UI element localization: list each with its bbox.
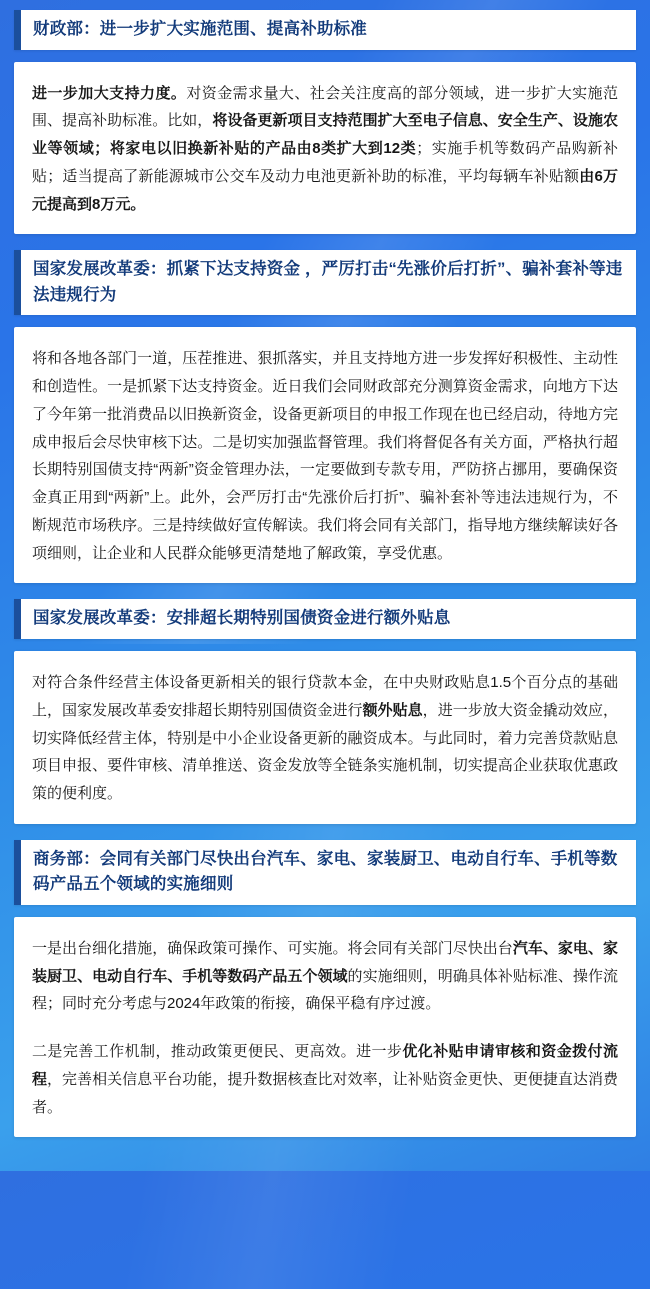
section-card — [14, 917, 636, 1138]
body-text: 将和各地各部门一道，压茬推进、狠抓落实，并且支持地方进一步发挥好积极性、主动性和创造性。一是抓紧下达支持资金。近日我们会同财政部充分测算资金需求，向地方下达了今年第一批消费品以旧换新资金，设备更新项目的申报工作现在也已经启动，待地方完成申报后会尽快审核下达。二是切实加强监督管理。我们将督促各有关方面，严格执行超长期特别国债支持“两新”资金管理办法，一定要做到专款专用，严防挤占挪用，要确保资金真正用到“两新”上。此外，会严厉打击“先涨价后打折”、骗补套补等违法违规行为，不断规范市场秩序。三是持续做好宣传解读。我们将会同有关部门，指导地方继续解读好各项细则，让企业和人民群众能够更清楚地了解政策，享受优惠。 — [32, 350, 618, 562]
emphasis-text: 将设备更新项目支持范围扩大至电子信息、安全生产、设施农业等领域；将家电以旧换新补贴的产品由8类扩大到12类 — [32, 112, 618, 158]
body-text: 二是完善工作机制，推动政策更便民、更高效。进一步 — [32, 1043, 403, 1061]
body-text: ，完善相关信息平台功能，提升数据核查比对效率，让补贴资金更快、更便捷直达消费者。 — [32, 1070, 618, 1116]
body-text: 的实施细则，明确具体补贴标准、操作流程；同时充分考虑与2024年政策的衔接，确保平稳有序过渡。 — [32, 967, 618, 1013]
section-card — [14, 651, 636, 824]
policy-section — [14, 10, 636, 234]
policy-section — [14, 599, 636, 823]
policy-section — [14, 250, 636, 583]
section-card — [14, 327, 636, 583]
section-paragraph — [32, 1038, 618, 1121]
emphasis-text: 优化补贴申请审核和资金拨付流程 — [32, 1043, 618, 1088]
body-text: ；实施手机等数码产品购新补贴；适当提高了新能源城市公交车及动力电池更新补助的标准，平均每辆车补贴额 — [32, 140, 618, 185]
section-headline: 国家发展改革委：抓紧下达支持资金 ，严厉打击“先涨价后打折”、骗补套补等违法违规行为 — [14, 250, 636, 315]
section-paragraph — [32, 80, 618, 219]
emphasis-text: 进一步加大支持力度。 — [32, 84, 187, 102]
section-paragraph — [32, 669, 618, 808]
body-text: 对符合条件经营主体设备更新相关的银行贷款本金，在中央财政贴息1.5个百分点的基础上，国家发展改革委安排超长期特别国债资金进行 — [32, 674, 618, 719]
policy-article-body — [14, 10, 636, 1137]
body-text: ，进一步放大资金撬动效应，切实降低经营主体，特别是中小企业设备更新的融资成本。与此同时，着力完善贷款贴息项目申报、要件审核、清单推送、资金发放等全链条实施机制，切实提高企业获取优惠政策的便利度。 — [32, 701, 618, 802]
section-headline: 国家发展改革委：安排超长期特别国债资金进行额外贴息 — [14, 599, 636, 639]
section-headline: 商务部：会同有关部门尽快出台汽车、家电、家装厨卫、电动自行车、手机等数码产品五个领域的实施细则 — [14, 840, 636, 905]
section-paragraph — [32, 935, 618, 1018]
emphasis-text: 由6万元提高到8万元。 — [32, 167, 618, 213]
section-paragraph — [32, 345, 618, 567]
emphasis-text: 额外贴息 — [362, 701, 423, 719]
emphasis-text: 汽车、家电、家装厨卫、电动自行车、手机等数码产品五个领域 — [32, 939, 618, 985]
policy-section — [14, 840, 636, 1138]
section-headline: 财政部：进一步扩大实施范围、提高补助标准 — [14, 10, 636, 50]
section-card — [14, 62, 636, 235]
body-text: 对资金需求量大、社会关注度高的部分领域，进一步扩大实施范围、提高补助标准。比如， — [32, 84, 618, 130]
body-text: 一是出台细化措施，确保政策可操作、可实施。将会同有关部门尽快出台 — [32, 939, 513, 957]
